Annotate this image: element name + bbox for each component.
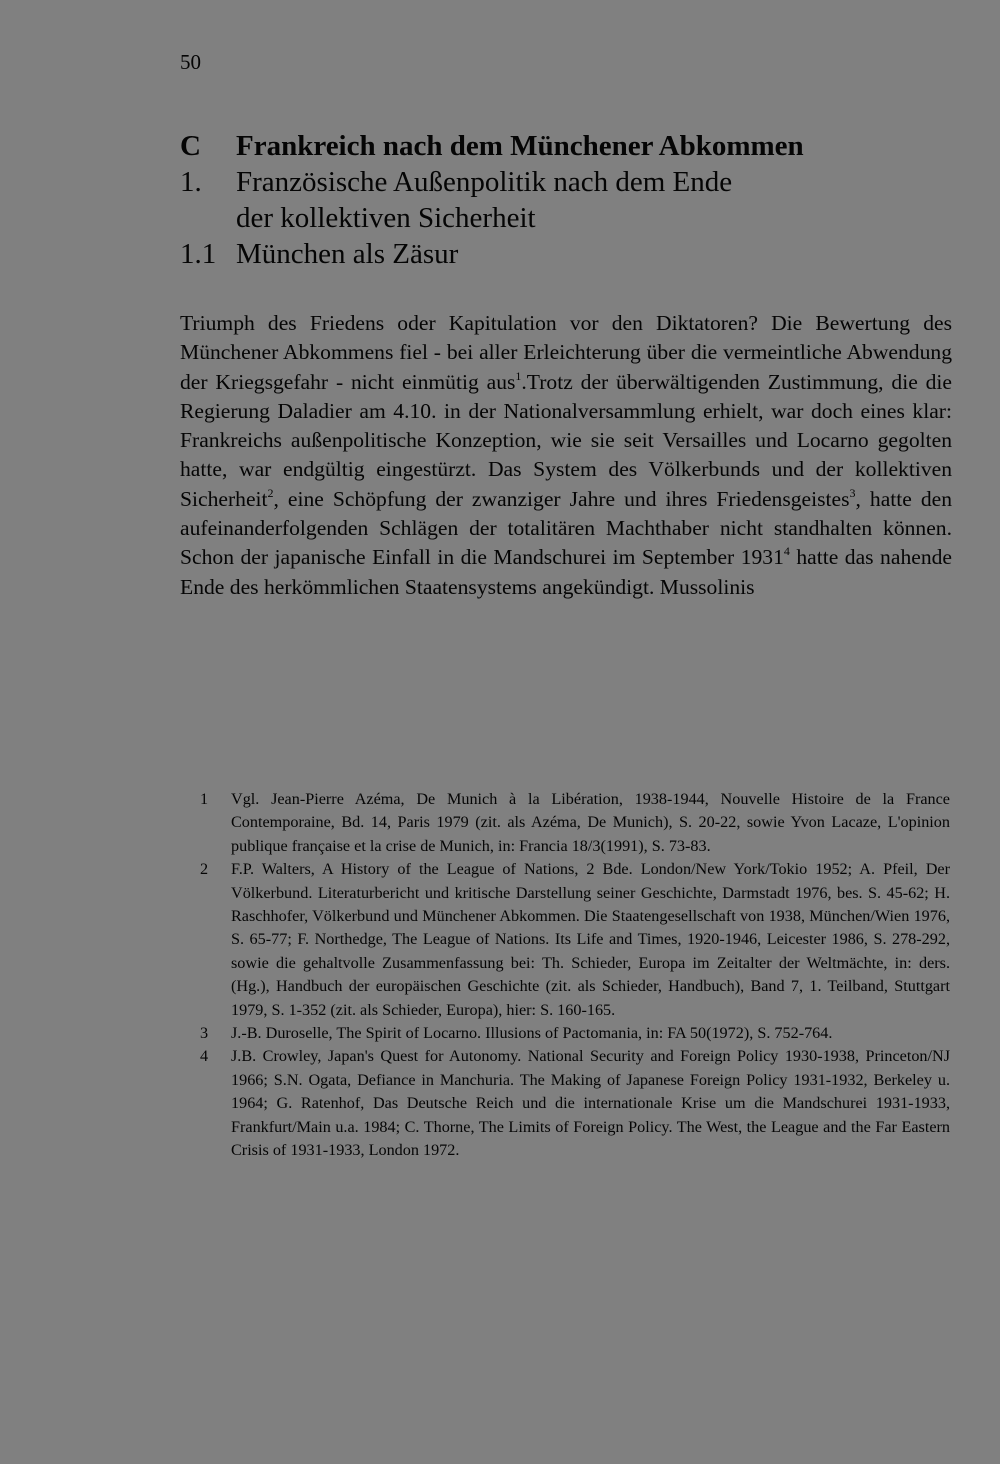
footnote-item — [200, 1022, 950, 1045]
section-headings — [180, 128, 960, 272]
body-text-segment: , hatte den aufeinanderfolgenden Schlägen der totalitären Machthaber nicht standhalten können. Schon der japanische Einfall in die Mandschurei im September 1931 — [180, 486, 952, 570]
footnote-item — [200, 858, 950, 1022]
section-heading-title: München als Zäsur — [236, 238, 459, 270]
section-heading-title: Französische Außenpolitik nach dem Ende der kollektiven Sicherheit — [236, 166, 733, 234]
section-heading-number: 1.1 — [180, 238, 217, 270]
footnote-number: 1 — [200, 790, 209, 808]
footnote-number: 3 — [200, 1024, 209, 1043]
footnote-reference: 4 — [783, 544, 790, 559]
section-heading-c — [180, 128, 960, 164]
footnote-reference: 3 — [849, 485, 856, 500]
footnote-text: J.-B. Duroselle, The Spirit of Locarno. Illusions of Pactomania, in: FA 50(1972), S. 752-764. — [231, 1024, 833, 1043]
body-text-segment: hatte das nahende Ende des herkömmlichen Staatensystems angekündigt. Mussolinis — [180, 545, 952, 599]
section-heading-number: C — [180, 130, 201, 162]
section-heading-1 — [180, 164, 960, 236]
footnote-text: Vgl. Jean-Pierre Azéma, De Munich à la Libération, 1938-1944, Nouvelle Histoire de la France Contemporaine, Bd. 14, Paris 1979 (zit. als Azéma, De Munich), S. 20-22, sowie Yvon Lacaze, L'opinion publique française et la crise de Munich, in: Francia 18/3(1991), S. 73-83. — [231, 790, 950, 855]
footnotes-list — [200, 788, 950, 1163]
body-text-segment: Triumph des Friedens oder Kapitulation vor den Diktatoren? Die Bewertung des Münchener Abkommens fiel - bei aller Erleichterung über die vermeintliche Abwendung der Kriegsgefahr - nicht einmütig aus — [180, 311, 952, 394]
section-heading-title: Frankreich nach dem Münchener Abkommen — [236, 130, 804, 162]
footnote-item — [200, 1045, 950, 1162]
section-heading-1-1 — [180, 236, 960, 272]
section-heading-number: 1. — [180, 166, 202, 198]
footnote-text: J.B. Crowley, Japan's Quest for Autonomy. National Security and Foreign Policy 1930-1938, Princeton/NJ 1966; S.N. Ogata, Defiance in Manchuria. The Making of Japanese Foreign Policy 1931-1932, Berkeley u. 1964; G. Ratenhof, Das Deutsche Reich und die internationale Krise um die Mandschurei 1931-1933, Frankfurt/Main u.a. 1984; C. Thorne, The Limits of Foreign Policy. The West, the League and the Far Eastern Crisis of 1931-1933, London 1972. — [231, 1047, 950, 1160]
footnote-number: 2 — [200, 860, 209, 879]
footnote-reference: 1 — [515, 368, 522, 383]
footnote-text: F.P. Walters, A History of the League of Nations, 2 Bde. London/New York/Tokio 1952; A. Pfeil, Der Völkerbund. Literaturbericht und kritische Darstellung seiner Geschichte, Darmstadt 1976, bes. S. 45-62; H. Raschhofer, Völkerbund und Münchener Abkommen. Die Staatengesellschaft von 1938, München/Wien 1976, S. 65-77; F. Northedge, The League of Nations. Its Life and Times, 1920-1946, Leicester 1986, S. 278-292, sowie die gehaltvolle Zusammenfassung bei: Th. Schieder, Europa im Zeitalter der Weltmächte, in: ders. (Hg.), Handbuch der europäischen Geschichte (zit. als Schieder, Handbuch), Band 7, 1. Teilband, Stuttgart 1979, S. 1-352 (zit. als Schieder, Europa), hier: S. 160-165. — [231, 860, 950, 1019]
body-text-segment: .Trotz der überwältigenden Zustimmung, die die Regierung Daladier am 4.10. in der Nationalversammlung erhielt, war doch eines klar: Frankreichs außenpolitische Konzeption, wie sie seit Versailles und Locarno gegolten hatte, war endgültig eingestürzt. Das System des Völkerbunds und der kollektiven Sicherheit — [180, 369, 953, 511]
body-paragraph — [180, 309, 952, 602]
footnote-number: 4 — [200, 1047, 209, 1066]
page-number: 50 — [180, 50, 201, 74]
footnote-item — [200, 788, 950, 858]
body-text-segment: , eine Schöpfung der zwanziger Jahre und ihres Friedensgeistes — [273, 486, 850, 511]
footnote-reference: 2 — [267, 485, 274, 500]
